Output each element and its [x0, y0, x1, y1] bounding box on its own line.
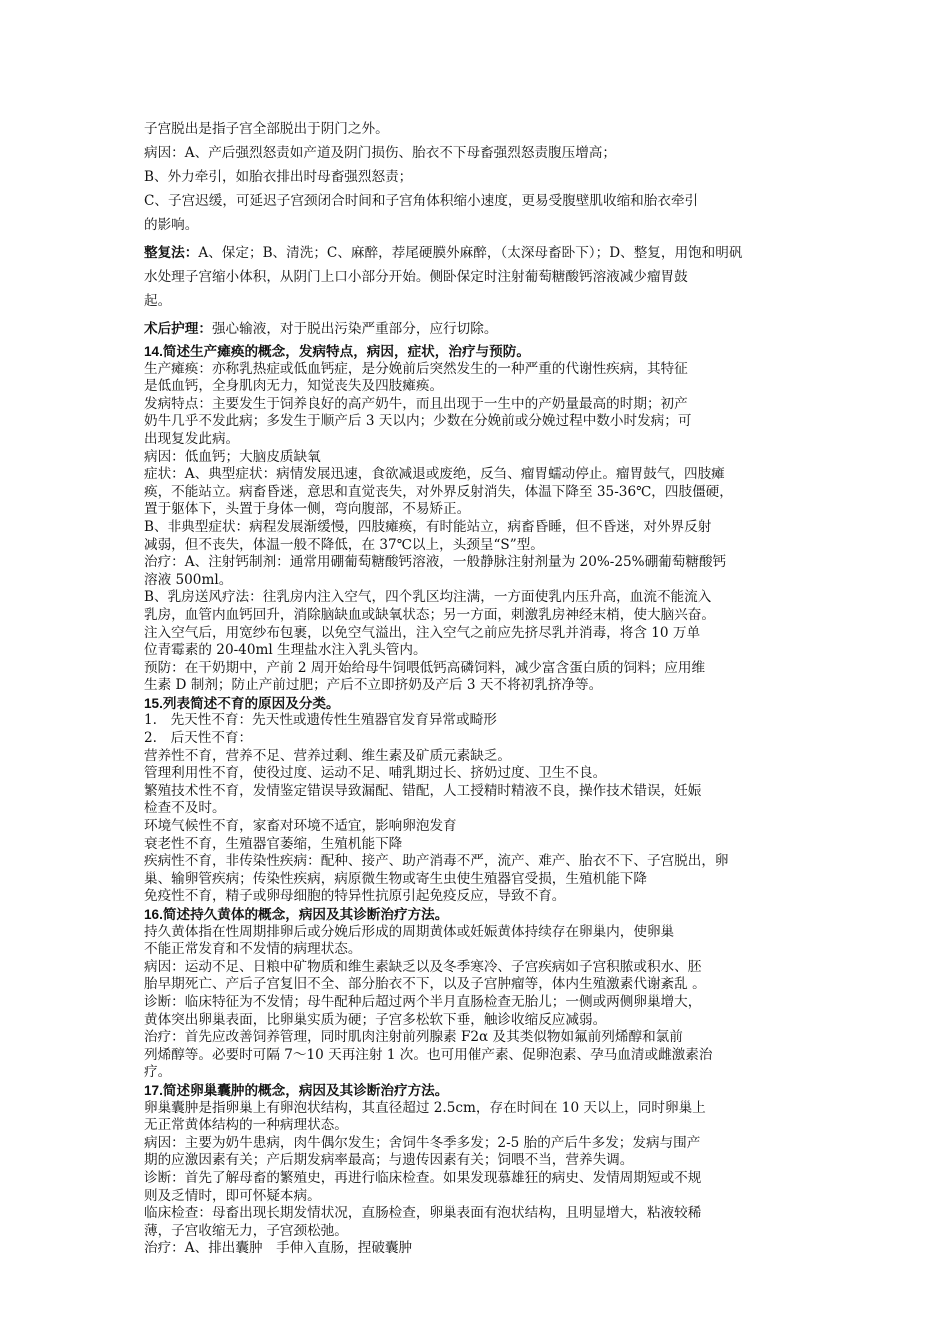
text-line: 环境气候性不育，家畜对环境不适宜，影响卵泡发育	[144, 818, 457, 835]
text-line: C、子宫迟缓，可延迟子宫颈闭合时间和子宫角体积缩小速度，更易受腹壁肌收缩和胎衣牵引	[144, 193, 699, 209]
text-line: 生产瘫痪：亦称乳热症或低血钙症，是分娩前后突然发生的一种严重的代谢性疾病，其特征	[144, 360, 688, 377]
text-line: 病因：主要为奶牛患病，肉牛偶尔发生；舍饲牛冬季多发；2-5 胎的产后牛多发；发病与围产	[144, 1134, 701, 1151]
fixation-label: 整复法：	[144, 245, 199, 260]
postop-paragraph	[144, 317, 820, 341]
text-line: 免疫性不育，精子或卵母细胞的特异性抗原引起免疫反应，导致不育。	[144, 888, 566, 905]
section-heading: 17.简述卵巢囊肿的概念，病因及其诊断治疗方法。	[144, 1082, 449, 1098]
text-line: 诊断：首先了解母畜的繁殖史，再进行临床检查。如果发现慕雄狂的病史、发情周期短或不规	[144, 1169, 702, 1186]
text-line: 发病特点：主要发生于饲养良好的高产奶牛，而且出现于一生中的产奶量最高的时期；初产	[144, 395, 688, 412]
postop-label: 术后护理：	[144, 321, 212, 336]
text-line: 无正常黄体结构的一种病理状态。	[144, 1117, 348, 1134]
text-line: 繁殖技术性不育，发情鉴定错误导致漏配、错配，人工授精时精液不良，操作技术错误，妊娠	[144, 782, 702, 799]
text-line: 则及乏情时，即可怀疑本病。	[144, 1187, 321, 1204]
text-line: 位青霉素的 20-40ml 生理盐水注入乳头管内。	[144, 642, 427, 659]
text-line: 疗。	[144, 1064, 172, 1081]
text-line: 营养性不育，营养不足、营养过剩、维生素及矿质元素缺乏。	[144, 747, 512, 764]
text-line: 持久黄体指在性周期排卵后或分娩后形成的周期黄体或妊娠黄体持续存在卵巢内，使卵巢	[144, 923, 675, 940]
text-line: 病因：低血钙；大脑皮质缺氧	[144, 448, 321, 465]
text-line: 黄体突出卵巢表面，比卵巢实质为硬；子宫多松软下垂，触诊收缩反应减弱。	[144, 1011, 607, 1028]
text-line: 衰老性不育，生殖器官萎缩，生殖机能下降	[144, 835, 403, 852]
text-line: 疾病性不育，非传染性疾病：配种、接产、助产消毒不严，流产、难产、胎衣不下、子宫脱出，卵	[144, 853, 729, 870]
text-line: 乳房，血管内血钙回升，消除脑缺血或缺氧状态；另一方面，刺激乳房神经末梢，使大脑兴奋。	[144, 606, 715, 623]
text-line: 治疗：A、注射钙制剂：通常用硼葡萄糖酸钙溶液，一般静脉注射剂量为 20%-25%硼葡萄糖酸钙	[144, 554, 727, 571]
text-line: 管理利用性不育，使役过度、运动不足、哺乳期过长、挤奶过度、卫生不良。	[144, 765, 607, 782]
text-line: 薄，子宫收缩无力，子宫颈松弛。	[144, 1222, 348, 1239]
text-line: 检查不及时。	[144, 800, 226, 817]
text-line: 是低血钙，全身肌肉无力，知觉丧失及四肢瘫痪。	[144, 378, 444, 395]
text-line: 注入空气后，用宽纱布包裹，以免空气溢出，注入空气之前应先挤尽乳并消毒，将含 10 万单	[144, 624, 701, 641]
fixation-continued	[144, 265, 820, 313]
text-line: B、外力牵引，如胎衣排出时母畜强烈怒责；	[144, 169, 413, 185]
text-line: 1. 先天性不育：先天性或遗传性生殖器官发育异常或畸形	[144, 712, 497, 729]
text-line: 2. 后天性不育：	[144, 730, 253, 747]
uterine-prolapse-section	[144, 117, 820, 237]
text-line: 水处理子宫缩小体积，从阴门上口小部分开始。侧卧保定时注射葡萄糖酸钙溶液减少瘤胃鼓	[144, 269, 688, 285]
section-heading: 14.简述生产瘫痪的概念，发病特点，病因，症状，治疗与预防。	[144, 344, 530, 359]
text-line: 出现复发此病。	[144, 430, 240, 447]
text-line: 奶牛几乎不发此病；多发生于顺产后 3 天以内；少数在分娩前或分娩过程中数小时发病；可	[144, 413, 692, 430]
text-line: 病因：A、产后强烈怒责如产道及阴门损伤、胎衣不下母畜强烈怒责腹压增高；	[144, 145, 617, 161]
text-line: 子宫脱出是指子宫全部脱出于阴门之外。	[144, 121, 389, 137]
text-line: 病因：运动不足、日粮中矿物质和维生素缺乏以及冬季寒冷、子宫疾病如子宫积脓或积水、胚	[144, 958, 702, 975]
document-body	[144, 117, 820, 1258]
text-line: 期的应激因素有关；产后期发病率最高；与遗传因素有关；饲喂不当，营养失调。	[144, 1152, 634, 1169]
text-line: 症状：A、典型症状：病情发展迅速，食欲减退或废绝，反刍、瘤胃蠕动停止。瘤胃鼓气，四肢瘫	[144, 466, 725, 483]
text-line: 治疗：首先应改善饲养管理，同时肌肉注射前列腺素 F2α 及其类似物如氟前列烯醇和氯前	[144, 1029, 683, 1046]
fixation-line: A、保定；B、清洗；C、麻醉，荐尾硬膜外麻醉，（太深母畜卧下）；D、整复，用饱和明矾	[198, 245, 743, 261]
text-line: 巢、输卵管疾病；传染性疾病，病原微生物或寄生虫使生殖器官受损，生殖机能下降	[144, 870, 647, 887]
text-line: 的影响。	[144, 217, 199, 233]
text-line: 列烯醇等。必要时可隔 7～10 天再注射 1 次。也可用催产素、促卵泡素、孕马血清或雌激素治	[144, 1046, 713, 1063]
text-line: 生素 D 制剂；防止产前过肥；产后不立即挤奶及产后 3 天不将初乳挤净等。	[144, 677, 603, 694]
text-line: 治疗：A、排出囊肿 手伸入直肠，捏破囊肿	[144, 1240, 413, 1257]
postop-text: 强心输液，对于脱出污染严重部分，应行切除。	[211, 321, 498, 337]
dense-sections	[144, 343, 820, 1258]
text-line: 置于躯体下，头置于身体一侧，弯向腹部，不易矫正。	[144, 501, 471, 518]
text-line: 起。	[144, 293, 172, 309]
text-line: B、乳房送风疗法：往乳房内注入空气，四个乳区均注满，一方面使乳内压升高，血流不能流入	[144, 589, 712, 606]
section-heading: 16.简述持久黄体的概念，病因及其诊断治疗方法。	[144, 907, 449, 922]
fixation-paragraph	[144, 241, 820, 265]
text-line: 诊断：临床特征为不发情；母牛配种后超过两个半月直肠检查无胎儿；一侧或两侧卵巢增大，	[144, 993, 702, 1010]
text-line: 溶液 500ml。	[144, 571, 233, 588]
text-line: 减弱，但不丧失，体温一般不降低，在 37℃以上，头颈呈“S”型。	[144, 536, 544, 553]
text-line: 预防：在干奶期中，产前 2 周开始给母牛饲喂低钙高磷饲料，减少富含蛋白质的饲料；应用维	[144, 659, 706, 676]
text-line: 痪，不能站立。病畜昏迷，意思和直觉丧失，对外界反射消失，体温下降至 35-36℃，四肢僵硬，	[144, 483, 733, 500]
section-heading: 15.列表简述不育的原因及分类。	[144, 695, 340, 711]
text-line: 临床检查：母畜出现长期发情状况，直肠检查，卵巢表面有泡状结构，且明显增大，粘液较稀	[144, 1205, 702, 1222]
text-line: 不能正常发育和不发情的病理状态。	[144, 941, 362, 958]
text-line: B、非典型症状：病程发展渐缓慢，四肢瘫痪，有时能站立，病畜昏睡，但不昏迷，对外界反射	[144, 518, 712, 535]
text-line: 胎早期死亡、产后子宫复旧不全、部分胎衣不下，以及子宫肿瘤等，体内生殖激素代谢紊乱 。	[144, 976, 706, 993]
text-line: 卵巢囊肿是指卵巢上有卵泡状结构，其直径超过 2.5cm，存在时间在 10 天以上，同时卵巢上	[144, 1099, 706, 1116]
